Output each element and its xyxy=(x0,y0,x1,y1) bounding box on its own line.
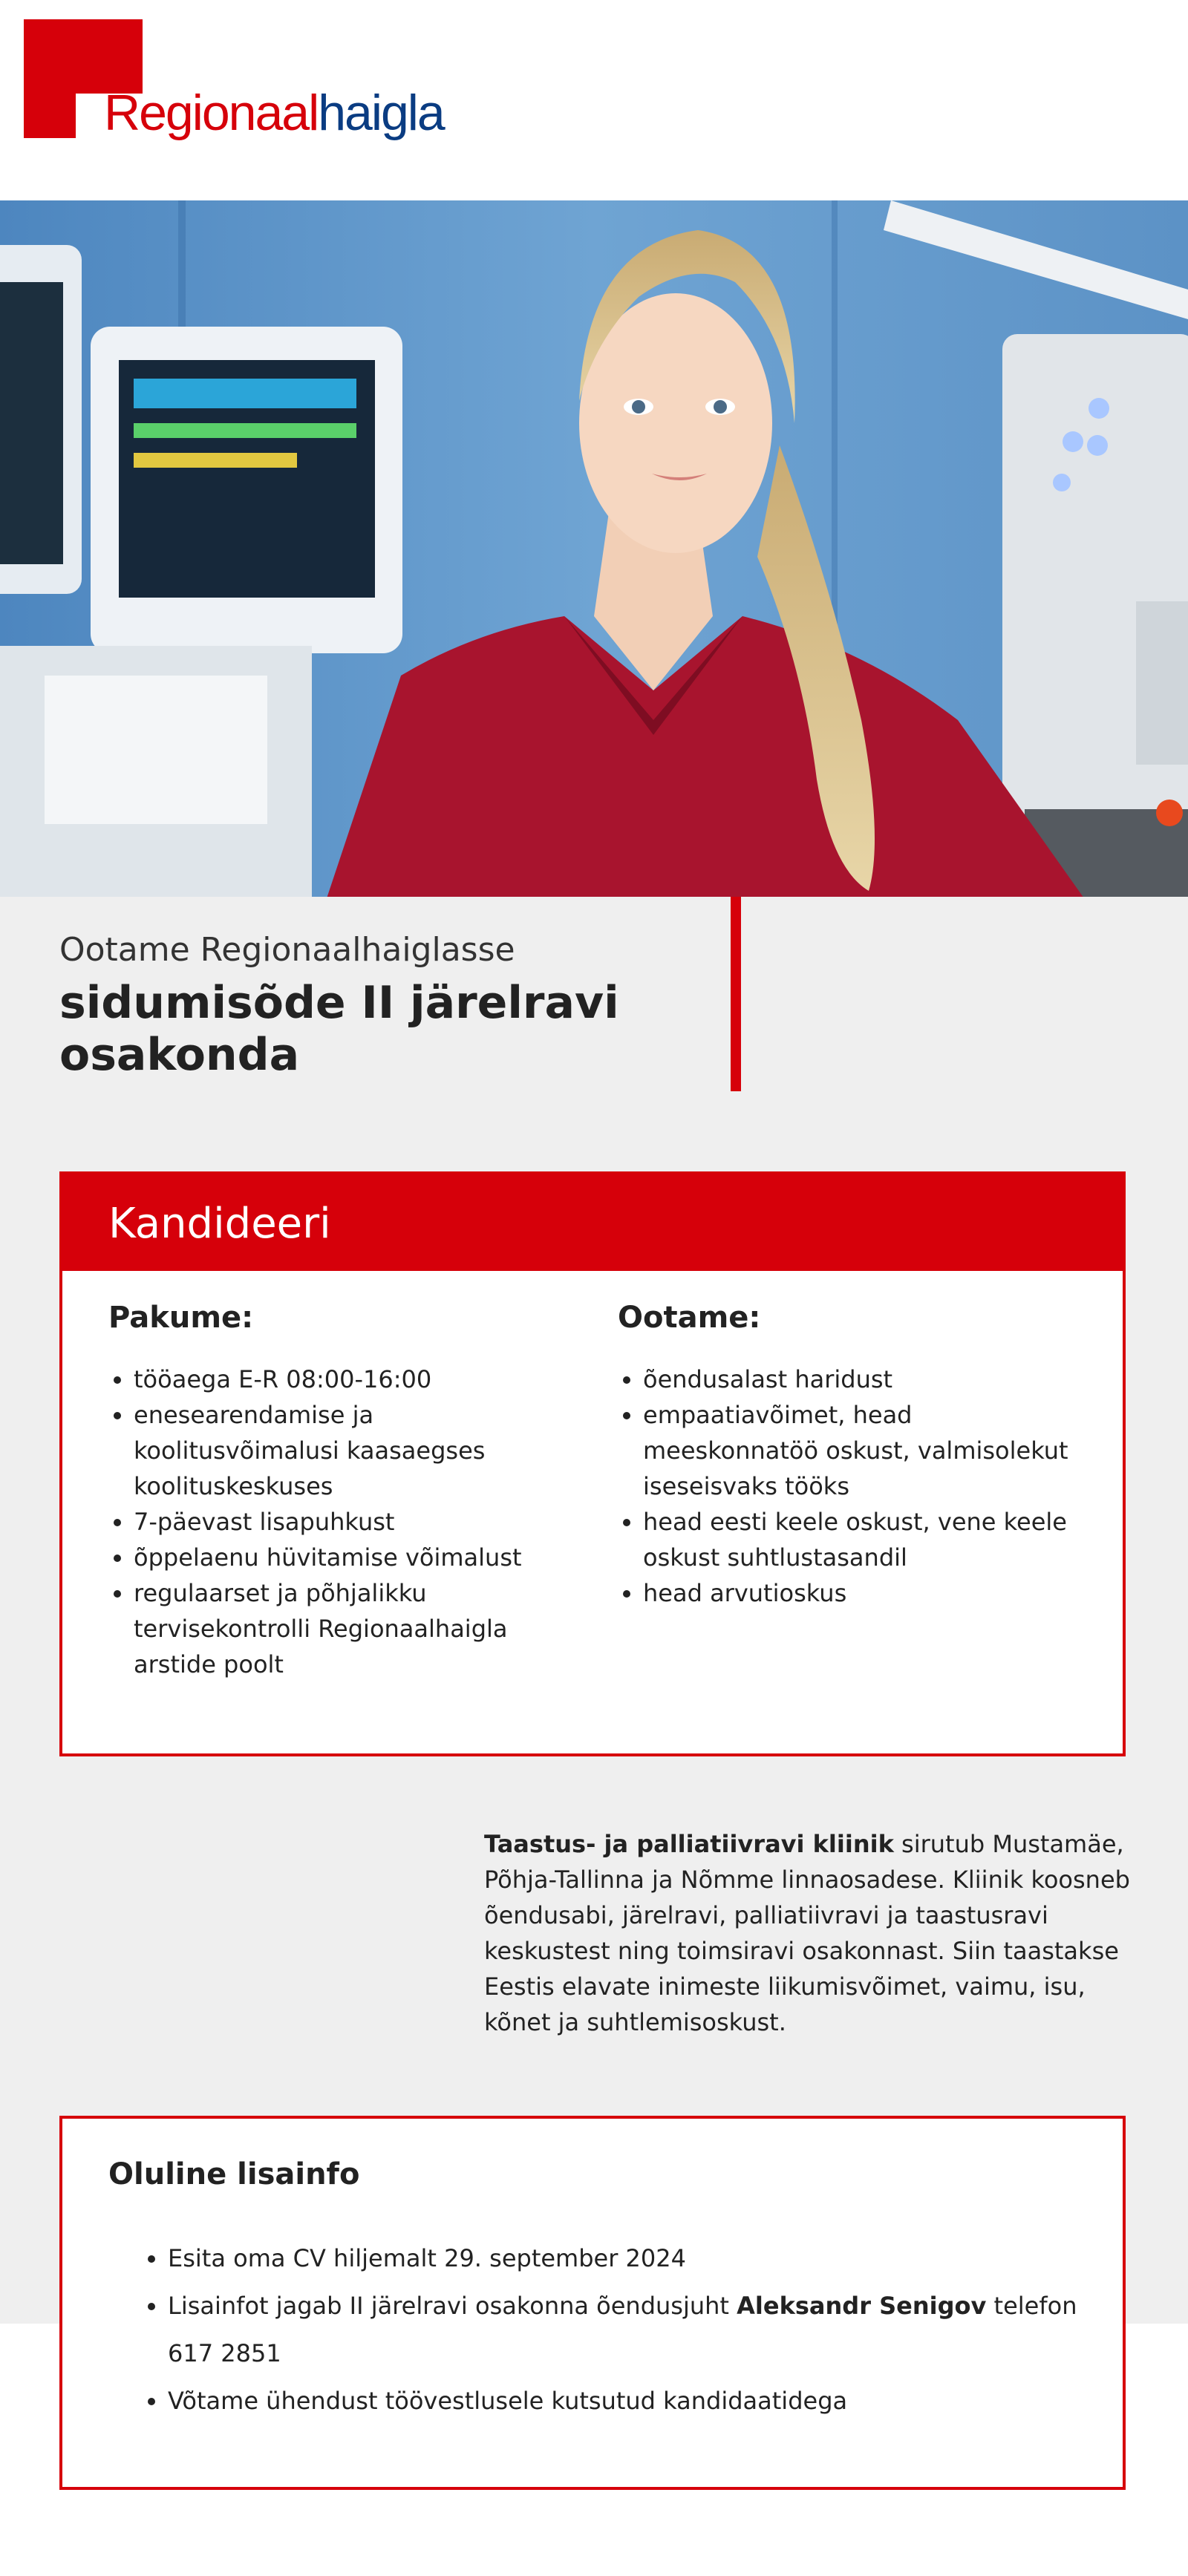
clinic-description xyxy=(484,1826,1152,2040)
offer-card xyxy=(59,1171,1126,1756)
offer-item: • regulaarset ja põhjalikku tervisekontrolli Regionaalhaigla arstide poolt xyxy=(134,1575,569,1682)
job-title: sidumisõde II järelravi osakonda xyxy=(59,977,619,1081)
clinic-text: sirutub Mustamäe, Põhja-Tallinna ja Nõmme linnaosadese. Kliinik koosneb õendusabi, järelravi, palliatiivravi ja taastusravi keskustest ning toimsiravi osakonnast. Siin taastakse Eestis elavate inimeste liikumisvõimet, vaimu, isu, kõnet ja suhtlemisoskust. xyxy=(484,1830,1130,2036)
info-item-deadline: • Esita oma CV hiljemalt 29. september 2024 xyxy=(168,2235,1089,2282)
logo[interactable] xyxy=(104,85,444,141)
requirements-column xyxy=(618,1301,1078,1611)
requirement-item: • head eesti keele oskust, vene keele oskust suhtlustasandil xyxy=(643,1504,1078,1575)
requirement-item: • head arvutioskus xyxy=(643,1575,1078,1611)
logo-text-part2: haigla xyxy=(318,85,444,141)
offer-item: • 7-päevast lisapuhkust xyxy=(134,1504,569,1540)
requirement-item: • õendusalast haridust xyxy=(643,1361,1078,1397)
offer-item: • enesearendamise ja koolitusvõimalusi kaasaegses koolituskeskuses xyxy=(134,1397,569,1504)
logo-text-part1: Regionaal xyxy=(104,85,319,141)
offer-column xyxy=(108,1301,569,1682)
requirements-heading: Ootame: xyxy=(618,1301,761,1335)
info-item-contact xyxy=(168,2282,1089,2377)
clinic-name: Taastus- ja palliatiivravi kliinik xyxy=(484,1830,894,1858)
offer-heading: Pakume: xyxy=(108,1301,254,1335)
header xyxy=(0,0,1188,200)
apply-button[interactable]: Kandideeri xyxy=(108,1200,331,1248)
contact-name: Aleksandr Senigov xyxy=(737,2292,987,2320)
offer-item: • tööaega E-R 08:00-16:00 xyxy=(134,1361,569,1397)
requirement-item: • empaatiavõimet, head meeskonnatöö oskust, valmisolekut iseseisvaks tööks xyxy=(643,1397,1078,1504)
info-item-followup: • Võtame ühendust töövestlusele kutsutud kandidaatidega xyxy=(168,2377,1089,2425)
contact-phone: telefon 617 2851 xyxy=(168,2292,1077,2367)
requirements-list xyxy=(618,1361,1078,1611)
info-card xyxy=(59,2116,1126,2490)
info-list xyxy=(108,2235,1089,2425)
offer-item: • õppelaenu hüvitamise võimalust xyxy=(134,1540,569,1575)
offer-list xyxy=(108,1361,569,1682)
info-heading: Oluline lisainfo xyxy=(108,2157,360,2191)
headline-accent-bar xyxy=(731,897,741,1091)
apply-bar[interactable] xyxy=(62,1174,1123,1271)
headline-intro: Ootame Regionaalhaiglasse xyxy=(59,931,515,969)
contact-prefix: Lisainfot jagab II järelravi osakonna õendusjuht xyxy=(168,2292,737,2320)
